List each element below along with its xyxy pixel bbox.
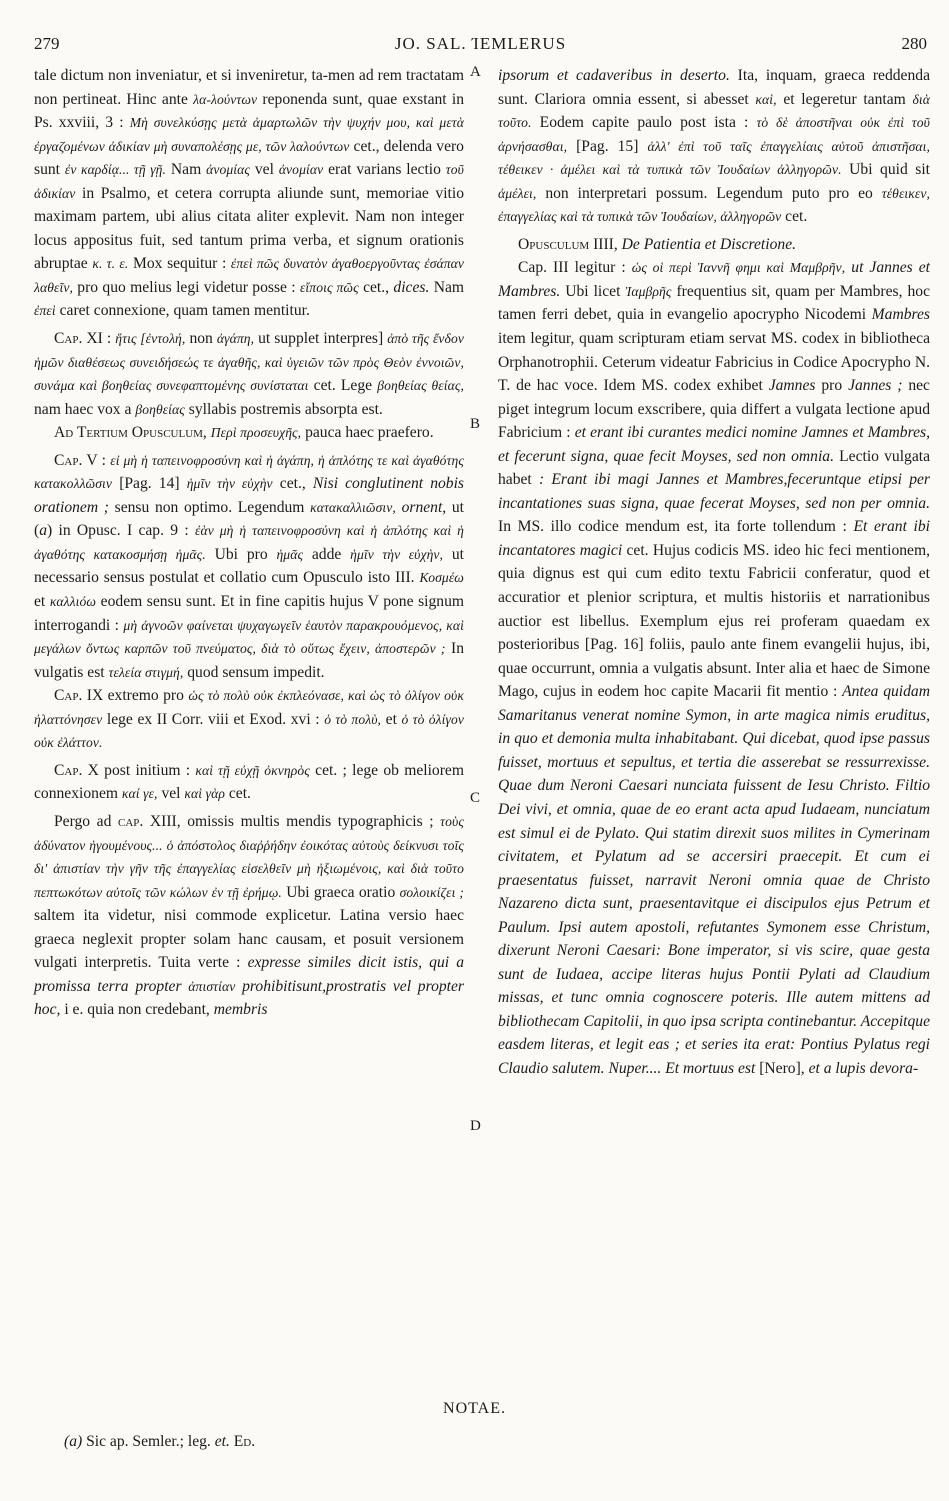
margin-marker-d: D	[470, 1118, 481, 1134]
notes-title: NOTAE.	[443, 1400, 506, 1417]
footnote-mark: (a)	[64, 1433, 83, 1450]
page-number-left: 279	[34, 34, 60, 53]
footnote: (a) Sic ap. Semler.; leg. et. Ed.	[64, 1433, 256, 1450]
paragraph-cap-ix: Cap. IX extremo pro ὡς τὸ πολὺ οὐκ ἐκπλεόνασε, καὶ ὡς τὸ ὀλίγον οὐκ ἠλαττόνησεν lege ex II Corr. viii et Exod. xvi : ὁ τὸ πολὺ, et ὁ τὸ ὀλίγον οὐκ ἐλάττον.	[34, 687, 464, 751]
running-header	[34, 34, 927, 58]
right-column	[498, 64, 930, 1081]
paragraph-psalm: tale dictum non inveniatur, et si inveniretur, ta-men ad rem tractatam non pertineat. Hinc ante λα-λούντων reponenda sunt, quae exstant in Ps. xxviii, 3 : Μὴ συνελκύσῃς μετὰ ἁμαρτωλῶν τὴν ψυχήν μου, καὶ μετὰ ἐργαζομένων ἀδικίαν μὴ συναπολέσῃς με, τῶν λαλούντων cet., delenda vero sunt ἐν καρδίᾳ... τῇ γῇ. Nam ἀνομίας vel ἀνομίαν erat varians lectio τοῦ ἀδικίαν in Psalmo, et cetera corrupta aliunde sunt, memoriae vitio maximam partem, ubi alius citata aliter explevit. Nam non integer locus appositus fuit, sed tantum prima verba, et signum orationis abruptae κ. τ. ε. Mox sequitur : ἐπεὶ πῶς δυνατὸν ἀγαθοεργοῦντας ἐσάπαν λαθεῖν, pro quo melius legi videtur posse : εἴποις πῶς cet., dices. Nam ἐπεὶ caret connexione, quam tamen mentitur.	[34, 67, 465, 320]
margin-marker-b: B	[470, 416, 481, 432]
paragraph-continuation: ipsorum et cadaveribus in deserto. Ita, inquam, graeca reddenda sunt. Clariora omnia essent, si abesset καὶ, et legeretur tantam διὰ τοῦτο. Eodem capite paulo post ista : τὸ δὲ ἀποστῆναι οὐκ ἐπὶ τοῦ ἀρνήσασθαι, [Pag. 15] ἀλλ' ἐπὶ τοῦ ταῖς ἐπαγγελίαις αὐτοῦ ἀπιστῆσαι, τέθεικεν · ἀμέλει καὶ τὰ τυπικὰ τῶν Ἰουδαίων ἀλληγορῶν. Ubi quid sit ἀμέλει, non interpretari possum. Legendum puto pro eo τέθεικεν, ἐπαγγελίας καὶ τὰ τυπικὰ τῶν Ἰουδαίων, ἀλληγορῶν cet.	[498, 67, 931, 226]
paragraph-cap-xiii: Pergo ad cap. XIII, omissis multis mendis typographicis ; τοὺς ἀδύνατον ἡγουμένους... ὁ ἀπόστολος διαῤῥήδην ἐοικότας αὐτοὺς δείκνυσι τοῖς δι' ἀπιστίαν τὴν γῆν τῆς ἐπαγγελίας εἰσελθεῖν μὴ ἠξιωμένοις, καὶ διὰ τοῦτο πεπτωκότων αὐτοῖς τῶν κώλων ἐν τῇ ἐρήμῳ. Ubi graeca oratio σολοικίζει ; saltem ita videtur, nisi commode explicetur. Latina versio haec graeca neglexit propter solam hanc causam, et posuit versionem vulgati interpretis. Tuita verte : expresse similes dicit istis, qui a promissa terra propter ἀπιστίαν prohibitisunt,prostratis vel propter hoc, i e. quia non credebant, membris	[34, 812, 465, 1019]
left-column	[34, 64, 464, 1022]
running-title: JO. SAL. ΊΕΜLERUS	[394, 34, 567, 53]
page-number-right: 280	[901, 34, 927, 53]
margin-marker-c: C	[470, 790, 481, 806]
paragraph-tertium: Ad Tertium Opusculum, Περὶ προσευχῆς, pauca haec praefero.	[54, 424, 434, 442]
paragraph-cap-x: Cap. X post initium : καὶ τῇ εὐχῇ ὀκνηρὸς cet. ; lege ob meliorem connexionem καί γε, vel καὶ γὰρ cet.	[34, 761, 464, 803]
paragraph-cap-iii: Cap. III legitur : ὡς οἱ περὶ Ἰαννῆ φημι καὶ Μαμβρῆν, ut Jannes et Mambres. Ubi licet Ἰαμβρῆς frequentius sit, quam per Mambres, hoc tamen ferri debet, quia in evangelio apocrypho Nicodemi Mambres item legitur, quam scripturam etiam servat MS. codex in bibliotheca Orphanotrophii. Ceterum videatur Fabricius in Codice Apocrypho N. T. de hac voce. Idem MS. codex exhibet Jamnes pro Jannes ; nec piget integrum locum exscribere, quia differt a vulgata lectione apud Fabricium : et erant ibi curantes medici nomine Jamnes et Mambres, et fecerunt signa, quae fecit Moyses, sed non omnia. Lectio vulgata habet : Erant ibi magi Jannes et Mambres,feceruntque etipsi per incantationes suas signa, quae fecerat Moyses, sed non per omnia. In MS. illo codice mendum est, ita forte tollendum : Et erant ibi incantatores magici cet. Hujus codicis MS. ideo hic feci mentionem, quia dignus est qui cum edito textu Fabricii conferatur, quod et accuratior et plenior scriptura, et multis historiis et narrationibus auctior est libellus. Exemplum ejus rei proferam quaedam ex posterioribus [Pag. 16] foliis, paulo ante finem evangelii hujus, ibi, quae occurrunt, omnia a vulgatis absunt. Inter alia et haec de Simone Mago, cujus in eodem hoc capite Macarii fit mentio : Antea quidam Samaritanus venerat nomine Symon, in arte magica nimis eruditus, in quo et demonia multa inhabitabant. Qui dicebat, quod ipse passus fuisset, mortuus et sepultus, et tertia die asserebat se ressurrexisse. Quae dum Neroni Caesari nunciata fuissent de Iesu Christo. Filtio Dei vivi, et omnia, quae de eo erant acta apud Iudaeam, nunciatum est simul ei de Pylato. Qui statim direxit suos milites in Cymerinam civitatem, et Pylatum ad se accersiri praecepit. Et cum ei praesentatus fuisset, narravit Neroni omnia quae de Christo Nazareno dicta sunt, praesentavitque ei discipulos ejus Petrum et Paulum. Ipsi autem apostoli, refutantes Symonem esse Christum, dixerunt Neroni Caesari: Bone imperator, si vis scire, quae gesta sunt de Iudaea, accipe literas hujus Pontii Pylati ad Claudium missas, et tunc omnia cognoscere poteris. Ille autem mittens ad bibliothecam Capitolii, in quo ipsa scripta continebantur. Accepitque easdem literas, et legit eas ; et series ita erat: Pontius Pylatus regi Claudio salutem. Nuper.... Et mortuus est [Nero], et a lupis devora-	[498, 259, 931, 1077]
section-heading-opusculum-iiii: Opusculum IIII, De Patientia et Discretione.	[518, 235, 797, 253]
paragraph-cap-v: Cap. V : εἰ μὴ ἡ ταπεινοφροσύνη καὶ ἡ ἀγάπη, ἡ ἁπλότης τε καὶ ἀγαθότης κατακολλῶσιν [Pag. 14] ἡμῖν τὴν εὐχὴν cet., Nisi conglutinent nobis orationem ; sensu non optimo. Legendum κατακαλλιῶσιν, ornent, ut (a) in Opusc. I cap. 9 : ἐὰν μὴ ἡ ταπεινοφροσύνη καὶ ἡ ἁπλότης καὶ ἡ ἀγαθότης κατακοσμήσῃ ἡμᾶς. Ubi pro ἡμᾶς adde ἡμῖν τὴν εὐχὴν, ut necessario sensus postulat et collatio cum Opusculo isto III. Κοσμέω et καλλιόω eodem sensu sunt. Et in fine capitis hujus V pone signum interrogandi : μὴ ἀγνοῶν φαίνεται ψυχαγωγεῖν ἑαυτὸν παρακρουόμενος, καὶ μεγάλων ὄντως καρπῶν τοῦ πνεύματος, διὰ τὸ οὕτως ἔχειν, ἀποστερῶν ; In vulgatis est τελεία στιγμή, quod sensum impedit.	[34, 451, 465, 681]
paragraph-cap-xi: Cap. XI : ἥτις [ἐντολή, non ἀγάπη, ut supplet interpres] ἀπὸ τῆς ἔνδον ἡμῶν διαθέσεως συνειδήσεώς τε ἀγαθῆς, καὶ ὑγειῶν τῶν πρὸς Θεὸν ἐννοιῶν, συνάμα καὶ βοηθείας συνεφαπτομένης συνίσταται cet. Lege βοηθείας θείας, nam haec vox a βοηθείας syllabis postremis absorpta est.	[34, 330, 464, 418]
margin-marker-a: A	[470, 64, 481, 80]
